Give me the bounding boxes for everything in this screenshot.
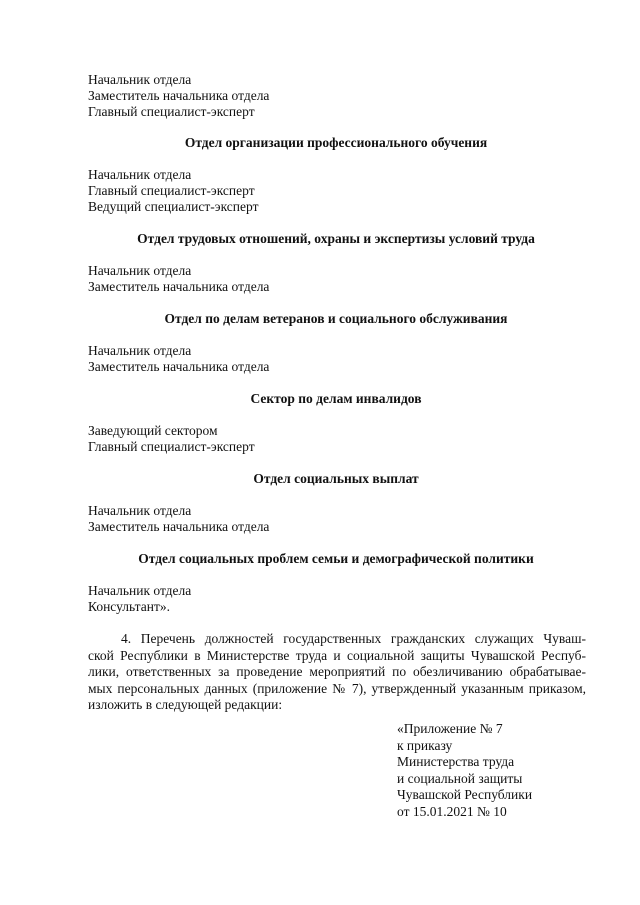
section-heading: Отдел по делам ветеранов и социального обслуживания <box>164 311 508 326</box>
position-line: Заместитель начальника отдела <box>88 279 270 294</box>
position-line: Заместитель начальника отдела <box>88 88 270 103</box>
section-heading: Отдел организации профессионального обучения <box>184 135 488 150</box>
position-line: Начальник отдела <box>88 503 192 518</box>
position-line: Заведующий сектором <box>88 423 218 438</box>
position-line: Главный специалист-эксперт <box>88 439 255 454</box>
position-line: Начальник отдела <box>88 263 192 278</box>
paragraph-line: лики, ответственных за проведение мероприятий по обезличиванию обрабатывае- <box>88 664 586 679</box>
paragraph-line: изложить в следующей редакции: <box>88 697 283 712</box>
position-line: Начальник отдела <box>88 343 192 358</box>
position-line: Консультант». <box>88 599 170 614</box>
position-line: Главный специалист-эксперт <box>88 104 255 119</box>
paragraph-line: мых персональных данных (приложение № 7), утвержденный указанным приказом, <box>88 680 586 696</box>
position-line: Главный специалист-эксперт <box>88 183 255 198</box>
position-line: Заместитель начальника отдела <box>88 519 270 534</box>
section-heading: Сектор по делам инвалидов <box>250 391 422 406</box>
appendix-line: «Приложение № 7 <box>397 721 503 736</box>
section-heading: Отдел социальных проблем семьи и демографической политики <box>138 551 534 566</box>
amendment-paragraph <box>88 631 586 714</box>
appendix-line: и социальной защиты <box>397 770 523 786</box>
appendix-header <box>397 721 532 820</box>
appendix-line: Чувашской Республики <box>397 787 533 802</box>
appendix-line: от 15.01.2021 № 10 <box>397 803 507 819</box>
position-line: Начальник отдела <box>88 167 192 182</box>
paragraph-line: 4. Перечень должностей государственных гражданских служащих Чуваш- <box>121 631 586 646</box>
appendix-line: к приказу <box>397 737 453 753</box>
paragraph-line: ской Республики в Министерстве труда и социальной защиты Чувашской Респуб- <box>88 647 586 663</box>
position-line: Ведущий специалист-эксперт <box>88 199 259 214</box>
section-heading: Отдел трудовых отношений, охраны и экспертизы условий труда <box>137 231 535 246</box>
section-heading: Отдел социальных выплат <box>253 471 419 486</box>
position-line: Начальник отдела <box>88 72 192 87</box>
appendix-line: Министерства труда <box>397 754 515 769</box>
position-line: Начальник отдела <box>88 583 192 598</box>
position-line: Заместитель начальника отдела <box>88 359 270 374</box>
